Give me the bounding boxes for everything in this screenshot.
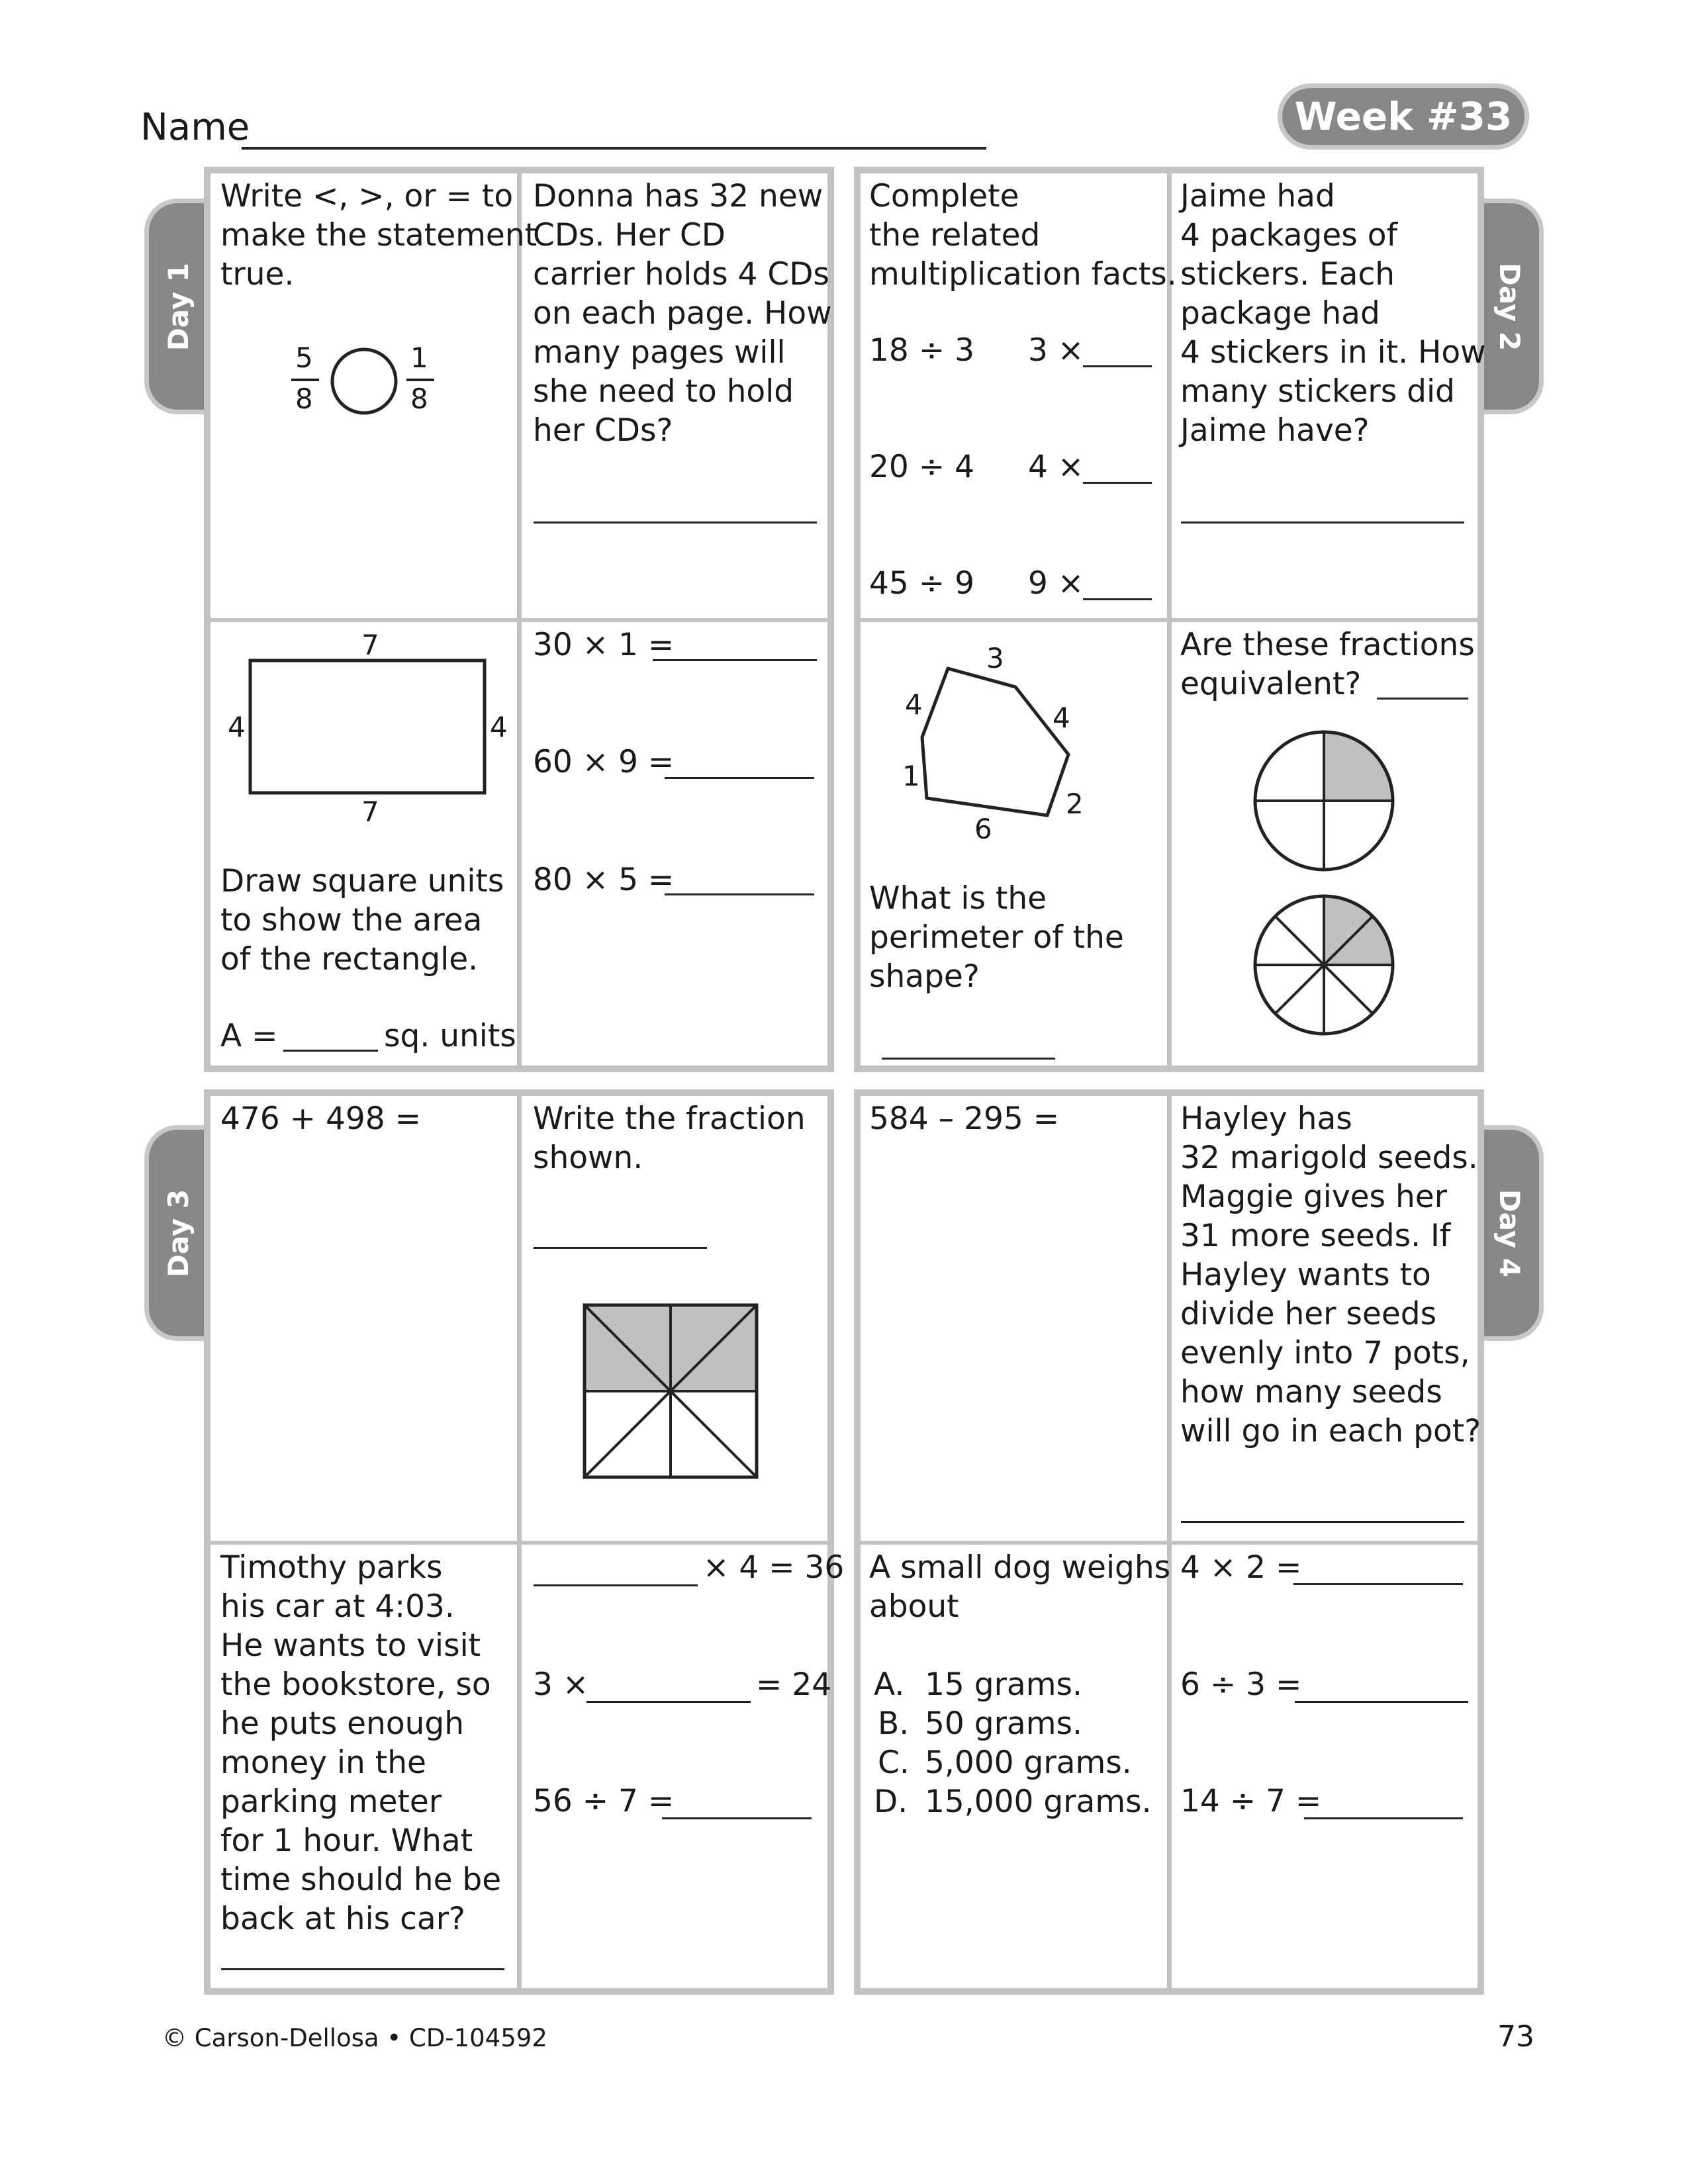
missing-2-answer[interactable] xyxy=(586,1701,751,1703)
fraction-right-numerator: 1 xyxy=(410,341,428,374)
copyright: © Carson-Dellosa • CD-104592 xyxy=(162,2024,547,2052)
page-number: 73 xyxy=(1497,2020,1534,2054)
division-fact: 56 ÷ 7 = xyxy=(533,1783,675,1819)
rect-label-right: 4 xyxy=(490,711,508,743)
area-answer-suffix: sq. units xyxy=(384,1018,516,1054)
fraction-left-numerator: 5 xyxy=(295,341,313,374)
related-mul-2: 4 × xyxy=(1028,449,1084,485)
mult-fact-1: 30 × 1 = xyxy=(533,627,675,663)
fraction-right-denominator: 8 xyxy=(410,383,428,415)
missing-factor-1: × 4 = 36 xyxy=(703,1549,845,1586)
related-div-1: 18 ÷ 3 xyxy=(869,332,974,369)
fact-3: 14 ÷ 7 = xyxy=(1180,1783,1322,1819)
division-fact-answer[interactable] xyxy=(662,1817,812,1819)
polygon-side-lower-right: 2 xyxy=(1066,788,1084,820)
area-answer-prefix: A = xyxy=(220,1018,278,1054)
hayley-answer-line[interactable] xyxy=(1181,1521,1464,1523)
rect-instruction: Draw square units to show the area of the rectangle. xyxy=(220,863,504,978)
polygon-side-bottom: 6 xyxy=(974,813,992,845)
related-mul-3: 9 × xyxy=(1028,565,1084,602)
fraction-left-denominator: 8 xyxy=(295,383,313,415)
jaime-problem: Jaime had 4 packages of stickers. Each package had 4 stickers in it. How many stickers did Jaime have? xyxy=(1180,178,1486,449)
subtraction-problem: 584 – 295 = xyxy=(869,1101,1060,1137)
mult-fact-3: 80 × 5 = xyxy=(533,862,675,898)
related-instruction: Complete the related multiplication facts. xyxy=(869,178,1177,293)
mult-fact-2: 60 × 9 = xyxy=(533,744,675,780)
dog-question: A small dog weighs about xyxy=(869,1549,1171,1625)
dog-option-a-letter: A. xyxy=(874,1666,905,1703)
missing-factor-2-suffix: = 24 xyxy=(756,1666,832,1703)
addition-problem: 476 + 498 = xyxy=(220,1101,421,1137)
hayley-problem: Hayley has 32 marigold seeds. Maggie gives her 31 more seeds. If Hayley wants to divide her seeds evenly into 7 pots, how many seeds will go in each pot? xyxy=(1180,1101,1481,1449)
week-badge: Week #33 xyxy=(1278,83,1529,150)
related-mul-1: 3 × xyxy=(1028,332,1084,369)
dog-option-b-letter: B. xyxy=(878,1706,910,1742)
rect-label-left: 4 xyxy=(228,711,246,743)
fact-2-answer[interactable] xyxy=(1295,1701,1468,1703)
fact-1: 4 × 2 = xyxy=(1180,1549,1302,1586)
rect-label-top: 7 xyxy=(361,629,379,661)
dog-option-d-letter: D. xyxy=(874,1784,908,1820)
day-1-tab: Day 1 xyxy=(144,199,208,414)
timothy-problem: Timothy parks his car at 4:03. He wants to visit the bookstore, so he puts enough money in the parking meter for 1 hour. What time should he be back at his car? xyxy=(220,1549,502,1937)
fact-2: 6 ÷ 3 = xyxy=(1180,1666,1302,1703)
equivalent-question: Are these fractions equivalent? xyxy=(1180,627,1475,702)
day-4-tab: Day 4 xyxy=(1480,1125,1544,1341)
day-2-tab: Day 2 xyxy=(1480,199,1544,414)
dog-option-b[interactable]: 50 grams. xyxy=(925,1706,1082,1742)
fact-3-answer[interactable] xyxy=(1304,1817,1463,1819)
polygon-side-upper-right: 4 xyxy=(1053,702,1070,734)
dog-option-c[interactable]: 5,000 grams. xyxy=(925,1745,1132,1781)
perimeter-question: What is the perimeter of the shape? xyxy=(869,880,1124,995)
dog-option-a[interactable]: 15 grams. xyxy=(925,1666,1082,1703)
donna-problem: Donna has 32 new CDs. Her CD carrier holds 4 CDs on each page. How many pages will she need to hold her CDs? xyxy=(533,178,832,449)
timothy-answer-line[interactable] xyxy=(221,1968,504,1970)
polygon-side-top: 3 xyxy=(986,642,1004,674)
rect-label-bottom: 7 xyxy=(361,796,379,828)
polygon-side-lower-left: 1 xyxy=(902,760,920,792)
missing-factor-2-prefix: 3 × xyxy=(533,1666,589,1703)
fact-1-answer[interactable] xyxy=(1293,1583,1463,1585)
dog-option-c-letter: C. xyxy=(878,1745,910,1781)
dog-option-d[interactable]: 15,000 grams. xyxy=(925,1784,1152,1820)
related-div-3: 45 ÷ 9 xyxy=(869,565,974,602)
related-div-2: 20 ÷ 4 xyxy=(869,449,974,485)
fraction-instruction: Write the fraction shown. xyxy=(533,1101,806,1176)
missing-1-answer[interactable] xyxy=(534,1584,698,1586)
compare-instruction: Write <, >, or = to make the statement true. xyxy=(220,178,538,293)
polygon-side-upper-left: 4 xyxy=(905,688,923,721)
day-3-tab: Day 3 xyxy=(144,1125,208,1341)
name-label: Name xyxy=(140,106,250,149)
